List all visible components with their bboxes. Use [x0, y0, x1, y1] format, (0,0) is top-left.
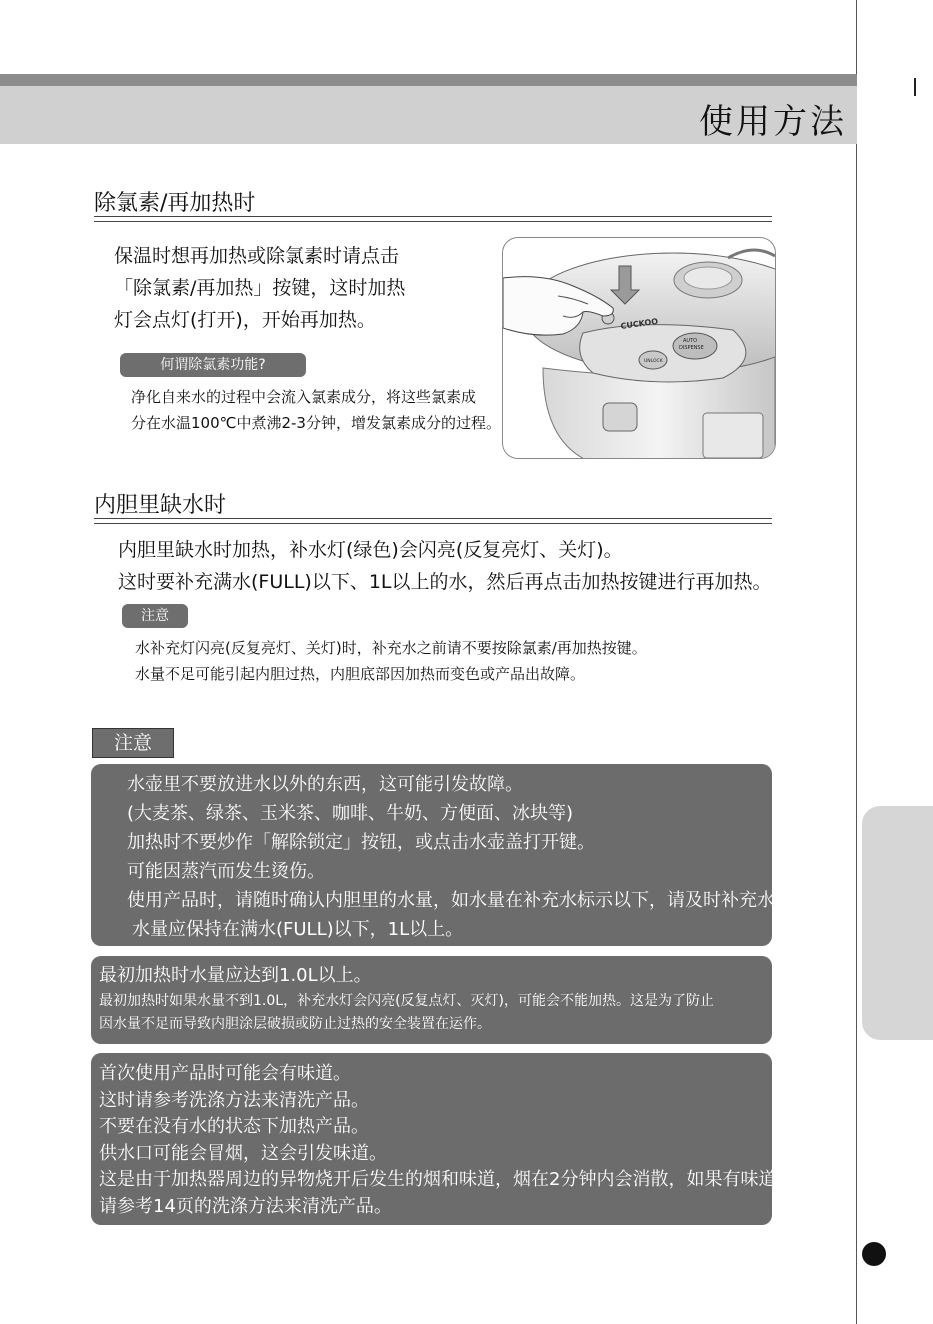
- page-title: 使用方法: [699, 102, 847, 142]
- kettle-drawing: [503, 238, 775, 458]
- section2-body: [118, 534, 772, 598]
- section1-line: 「除氯素/再加热」按键，这时加热: [114, 277, 406, 299]
- section1-body: [114, 240, 405, 336]
- tip-text: [131, 384, 501, 436]
- section-rule: [94, 518, 772, 524]
- side-tab: [862, 806, 933, 1040]
- section1-line: 灯会点灯(打开)，开始再加热。: [114, 309, 376, 331]
- caution-line: 这时请参考洗涤方法来清洗产品。: [99, 1089, 369, 1111]
- caution-line: 因水量不足而导致内胆涂层破损或防止过热的安全装置在运作。: [99, 1016, 491, 1032]
- section2-line: 内胆里缺水时加热，补水灯(绿色)会闪亮(反复亮灯、关灯)。: [118, 539, 623, 561]
- margin-tick: [914, 78, 916, 96]
- page-marker-dot: [862, 1242, 886, 1266]
- unlock-button-label: UNLOCK: [644, 359, 663, 364]
- caution-box-1: [91, 764, 793, 946]
- section-title-dechlorinate: 除氯素/再加热时: [94, 191, 256, 216]
- tip-line: 净化自来水的过程中会流入氯素成分，将这些氯素成: [131, 388, 477, 406]
- auto-button-label: AUTO: [683, 338, 698, 344]
- note-text: [135, 635, 647, 687]
- caution-line: 这是由于加热器周边的异物烧开后发生的烟和味道，烟在2分钟内会消散，如果有味道，: [99, 1169, 795, 1190]
- caution-label: 注意: [92, 728, 174, 758]
- caution-line: (大麦茶、绿茶、玉米茶、咖啡、牛奶、方便面、冰块等): [127, 803, 574, 824]
- section2-line: 这时要补充满水(FULL)以下、1L以上的水，然后再点击加热按键进行再加热。: [118, 571, 772, 593]
- caution-line: 水壶里不要放进水以外的东西，这可能引发故障。: [127, 774, 523, 795]
- section1-line: 保温时想再加热或除氯素时请点击: [114, 245, 400, 267]
- page-edge-rule: [856, 0, 857, 1324]
- section-rule: [94, 216, 772, 222]
- tip-line: 分在水温100℃中煮沸2-3分钟，增发氯素成分的过程。: [131, 414, 501, 432]
- dispense-button-label: DISPENSE: [679, 345, 704, 351]
- note-line: 水补充灯闪亮(反复亮灯、关灯)时，补充水之前请不要按除氯素/再加热按键。: [135, 639, 647, 657]
- caution-line: 请参考14页的洗涤方法来清洗产品。: [99, 1195, 392, 1217]
- caution-line: 可能因蒸汽而发生烫伤。: [127, 861, 325, 882]
- caution-box-2-title: 最初加热时水量应达到1.0L以上。: [99, 965, 372, 986]
- caution-box-3: [91, 1053, 795, 1225]
- caution-line: 最初加热时如果水量不到1.0L，补充水灯会闪亮(反复点灯、灭灯)，可能会不能加热。这是为了防止: [99, 993, 714, 1009]
- kettle-illustration: [502, 237, 776, 459]
- caution-line: 首次使用产品时可能会有味道。: [99, 1063, 351, 1084]
- tip-label: 何谓除氯素功能?: [120, 353, 306, 377]
- caution-line: 水量应保持在满水(FULL)以下，1L以上。: [132, 919, 464, 940]
- caution-box-2: [91, 956, 772, 1044]
- section-title-low-water: 内胆里缺水时: [94, 493, 227, 518]
- note-line: 水量不足可能引起内胆过热，内胆底部因加热而变色或产品出故障。: [135, 665, 586, 683]
- caution-line: 供水口可能会冒烟，这会引发味道。: [99, 1142, 387, 1164]
- brand-label: CUCKOO: [620, 316, 659, 331]
- caution-line: 不要在没有水的状态下加热产品。: [99, 1116, 369, 1137]
- caution-line: 使用产品时，请随时确认内胆里的水量，如水量在补充水标示以下，请及时补充水。: [127, 890, 793, 911]
- note-label: 注意: [122, 604, 188, 628]
- header-bar: [0, 74, 857, 86]
- caution-line: 加热时不要炒作「解除锁定」按钮，或点击水壶盖打开键。: [127, 832, 595, 853]
